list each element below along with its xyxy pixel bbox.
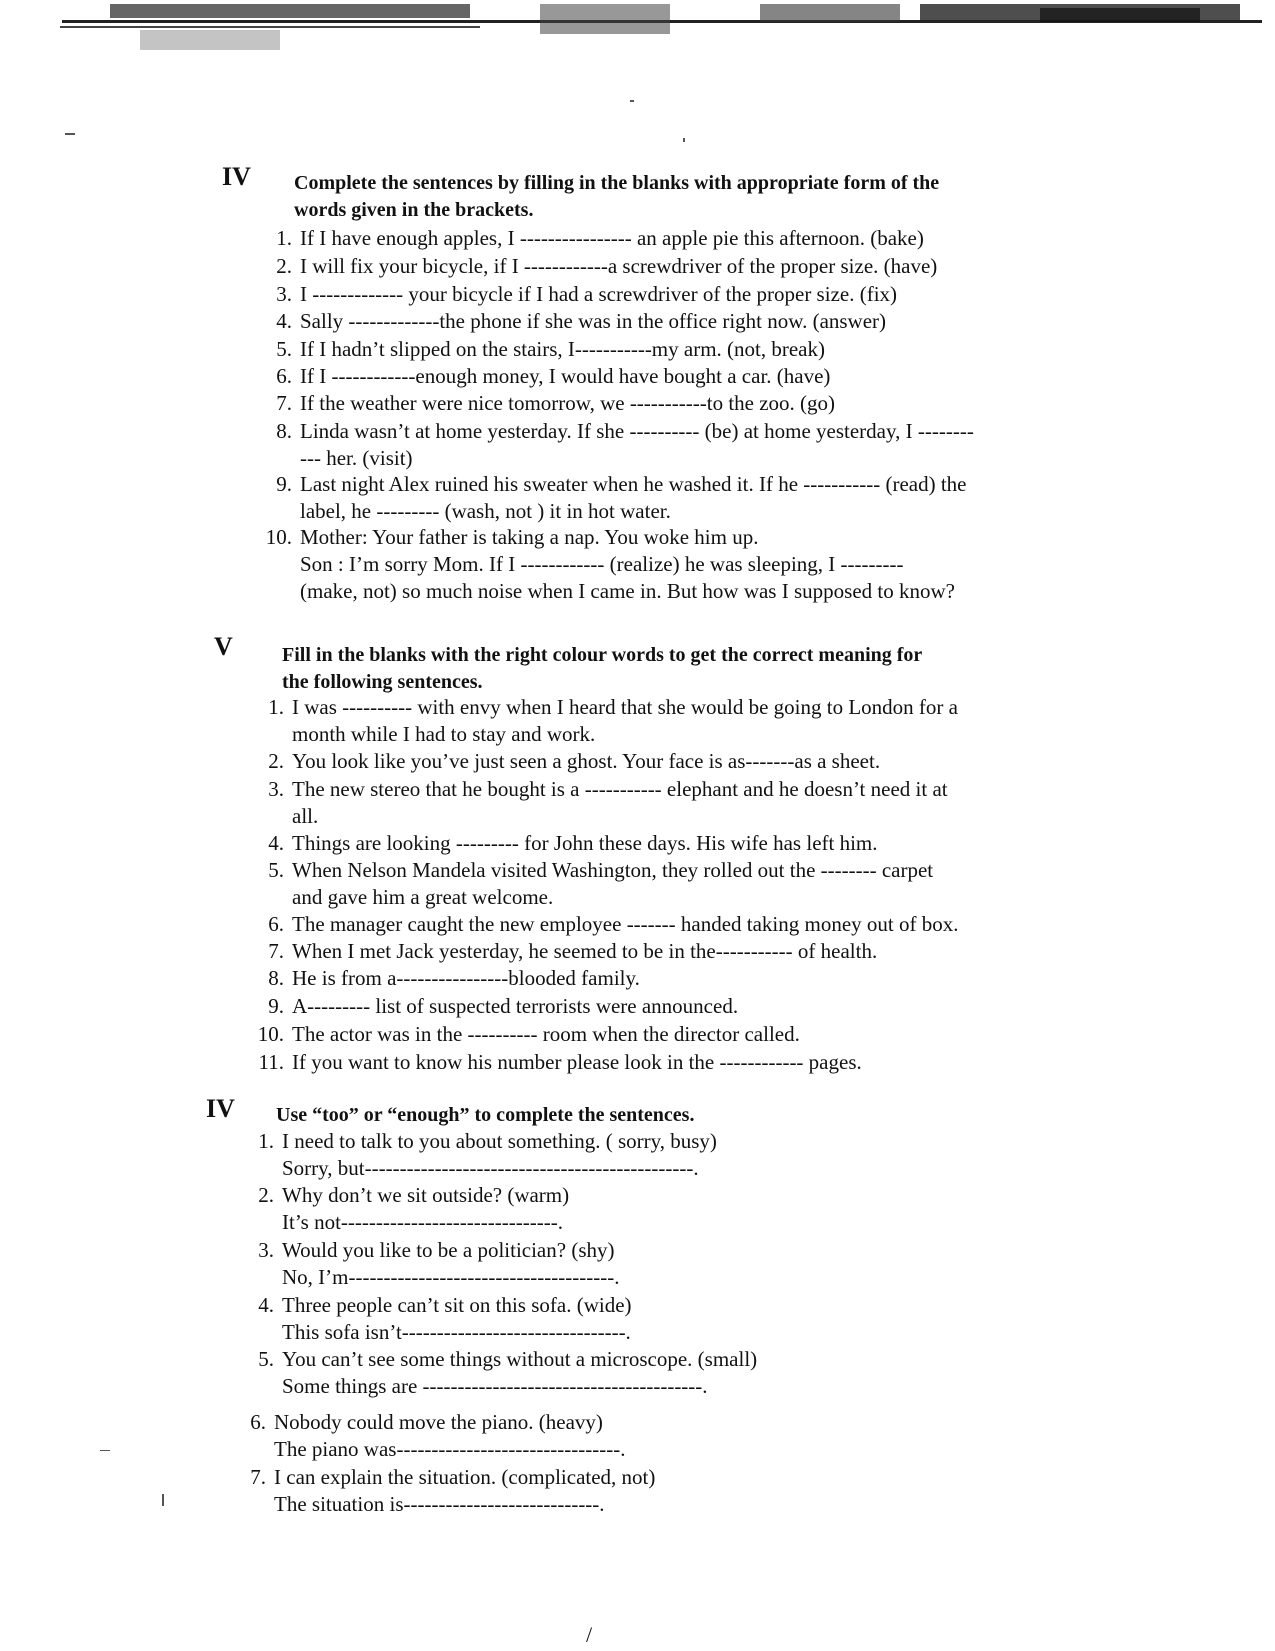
item-line: Nobody could move the piano. (heavy) (274, 1410, 603, 1434)
instruction-line: Fill in the blanks with the right colour words to get the correct meaning for (282, 644, 923, 666)
item-text: If the weather were nice tomorrow, we -----------to the zoo. (go) (300, 391, 836, 415)
item-line: Mother: Your father is taking a nap. You woke him up. (300, 525, 759, 549)
item-text (282, 1237, 619, 1291)
section-instruction (294, 170, 939, 224)
item-number: 8. (276, 419, 292, 443)
item-line: Three people can’t sit on this sofa. (wide) (282, 1293, 632, 1317)
item-text (300, 418, 974, 472)
item-text: He is from a----------------blooded family. (292, 966, 640, 990)
item-line: It’s not-------------------------------. (282, 1210, 563, 1234)
item-text: Sally -------------the phone if she was in the office right now. (answer) (300, 309, 887, 333)
item-line: Linda wasn’t at home yesterday. If she ---------- (be) at home yesterday, I -------- (300, 419, 974, 443)
section-roman-numeral: IV (222, 162, 251, 191)
item-text: I ------------- your bicycle if I had a screwdriver of the proper size. (fix) (300, 282, 898, 306)
item-text: If I have enough apples, I ---------------- an apple pie this afternoon. (bake) (300, 226, 924, 250)
scan-speck (100, 1450, 110, 1451)
item-number: 8. (268, 966, 284, 990)
scan-artifact-top (0, 0, 1275, 90)
item-text (282, 1346, 757, 1400)
item-line: all. (292, 804, 319, 828)
item-number: 6. (268, 912, 284, 936)
instruction-line: Complete the sentences by filling in the blanks with appropriate form of the (294, 172, 940, 194)
section-instruction (276, 1102, 694, 1129)
item-number: 10. (257, 1022, 284, 1046)
item-text (292, 857, 933, 911)
item-number: 2. (276, 254, 292, 278)
item-number: 6. (250, 1410, 266, 1434)
item-line: The piano was--------------------------------. (274, 1437, 626, 1461)
item-number: 6. (276, 364, 292, 388)
item-text (274, 1464, 655, 1518)
item-text: If you want to know his number please look in the ------------ pages. (292, 1050, 862, 1074)
item-line: label, he --------- (wash, not ) it in hot water. (300, 499, 671, 523)
item-text: The manager caught the new employee ------- handed taking money out of box. (292, 912, 959, 936)
item-number: 9. (276, 472, 292, 496)
item-line: --- her. (visit) (300, 446, 413, 470)
page-number: / (586, 1622, 593, 1647)
item-number: 1. (276, 226, 292, 250)
item-text: When I met Jack yesterday, he seemed to be in the----------- of health. (292, 939, 878, 963)
item-line: Sorry, but-----------------------------------------------. (282, 1156, 699, 1180)
item-number: 3. (276, 282, 292, 306)
item-text: I will fix your bicycle, if I ------------a screwdriver of the proper size. (have) (300, 254, 938, 278)
item-text (292, 694, 958, 748)
item-line: I was ---------- with envy when I heard that she would be going to London for a (292, 695, 958, 719)
item-line: (make, not) so much noise when I came in. But how was I supposed to know? (300, 579, 955, 603)
scan-speck (630, 100, 634, 102)
item-line: Why don’t we sit outside? (warm) (282, 1183, 570, 1207)
item-text (282, 1128, 717, 1182)
item-line: I need to talk to you about something. ( sorry, busy) (282, 1129, 717, 1153)
section-instruction (282, 642, 922, 696)
item-text (300, 471, 966, 525)
item-line: month while I had to stay and work. (292, 722, 596, 746)
item-text: The actor was in the ---------- room when the director called. (292, 1022, 800, 1046)
item-line: This sofa isn’t--------------------------------. (282, 1320, 631, 1344)
item-line: You can’t see some things without a microscope. (small) (282, 1347, 758, 1371)
item-number: 5. (276, 337, 292, 361)
instruction-line: the following sentences. (282, 671, 483, 693)
item-line: No, I’m--------------------------------------. (282, 1265, 620, 1289)
item-number: 2. (268, 749, 284, 773)
item-text: You look like you’ve just seen a ghost. Your face is as-------as a sheet. (292, 749, 881, 773)
item-line: Would you like to be a politician? (shy) (282, 1238, 615, 1262)
scan-speck (162, 1494, 164, 1506)
item-text (292, 776, 948, 830)
item-number: 4. (276, 309, 292, 333)
item-line: The new stereo that he bought is a ----------- elephant and he doesn’t need it at (292, 777, 948, 801)
instruction-line: Use “too” or “enough” to complete the sentences. (276, 1104, 695, 1126)
item-number: 1. (268, 695, 284, 719)
item-text (300, 524, 955, 605)
section-roman-numeral: IV (206, 1094, 235, 1123)
item-number: 10. (265, 525, 292, 549)
item-line: Son : I’m sorry Mom. If I ------------ (realize) he was sleeping, I --------- (300, 552, 904, 576)
item-line: The situation is----------------------------. (274, 1492, 605, 1516)
section-roman-numeral: V (214, 632, 233, 661)
item-text (274, 1409, 626, 1463)
item-line: Last night Alex ruined his sweater when he washed it. If he ----------- (read) the (300, 472, 967, 496)
item-number: 2. (258, 1183, 274, 1207)
item-number: 5. (258, 1347, 274, 1371)
item-number: 4. (268, 831, 284, 855)
item-number: 11. (258, 1050, 284, 1074)
scan-speck (683, 138, 685, 142)
item-number: 5. (268, 858, 284, 882)
item-number: 3. (258, 1238, 274, 1262)
item-line: When Nelson Mandela visited Washington, they rolled out the -------- carpet (292, 858, 934, 882)
item-number: 1. (258, 1129, 274, 1153)
item-line: and gave him a great welcome. (292, 885, 554, 909)
item-number: 7. (276, 391, 292, 415)
item-text (282, 1182, 569, 1236)
instruction-line: words given in the brackets. (294, 199, 534, 221)
item-number: 4. (258, 1293, 274, 1317)
item-number: 3. (268, 777, 284, 801)
item-number: 7. (250, 1465, 266, 1489)
item-number: 9. (268, 994, 284, 1018)
item-text: If I ------------enough money, I would have bought a car. (have) (300, 364, 831, 388)
item-line: I can explain the situation. (complicated, not) (274, 1465, 656, 1489)
scan-speck (65, 133, 75, 135)
item-number: 7. (268, 939, 284, 963)
item-text: If I hadn’t slipped on the stairs, I-----------my arm. (not, break) (300, 337, 825, 361)
item-text: A--------- list of suspected terrorists were announced. (292, 994, 739, 1018)
item-text: Things are looking --------- for John these days. His wife has left him. (292, 831, 878, 855)
item-text (282, 1292, 632, 1346)
item-line: Some things are ----------------------------------------. (282, 1374, 708, 1398)
